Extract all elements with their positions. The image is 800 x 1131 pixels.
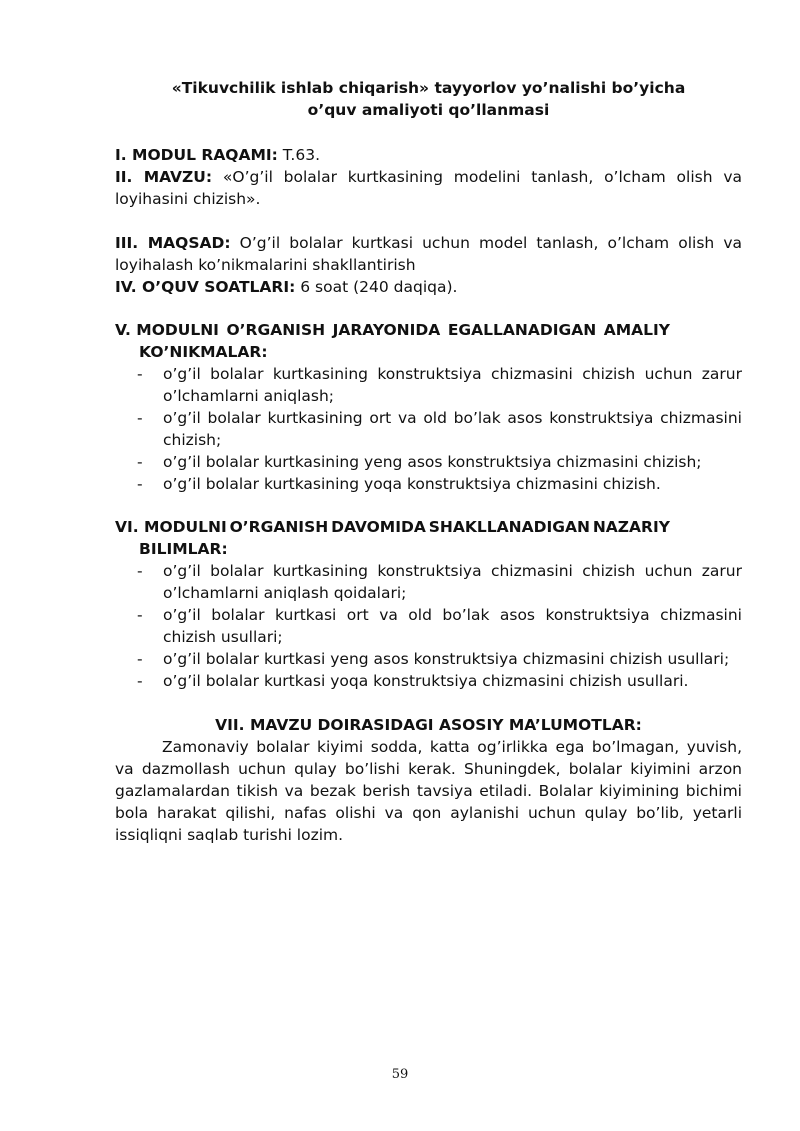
section-7-paragraph: Zamonaviy bolalar kiyimi sodda, katta og’irlikka ega bo’lmagan, yuvish, va dazmollash uchun qulay bo’lishi kerak. Shuningdek, bolalar kiyimini arzon gazlamalardan tikish va bezak berish tavsiya etiladi. Bolalar kiyimining bichimi bola harakat qilishi, nafas olishi va qon aylanishi uchun qulay bo’lib, yetarli issiqliqni saqlab turishi lozim. xyxy=(115,738,742,844)
title-line-2: o’quv amaliyoti qo’llanmasi xyxy=(307,101,550,119)
section-6 xyxy=(115,516,742,692)
list-item: - o’g’il bolalar kurtkasining konstruktsiya chizmasini chizish uchun zarur o’lchamlarni aniqlash; xyxy=(137,365,742,405)
list-item: - o’g’il bolalar kurtkasining yeng asos konstruktsiya chizmasini chizish; xyxy=(137,453,702,471)
list-item: - o’g’il bolalar kurtkasining yoqa konstruktsiya chizmasini chizish. xyxy=(137,475,661,493)
list-item: - o’g’il bolalar kurtkasi yeng asos konstruktsiya chizmasini chizish usullari; xyxy=(137,650,730,668)
s6-word-1: O’RGANISH xyxy=(229,518,329,536)
s6-word-3: SHAKLLANADIGAN xyxy=(428,518,590,536)
list-item: - o’g’il bolalar kurtkasi ort va old bo’lak asos konstruktsiya chizmasini chizish usullari; xyxy=(137,606,742,646)
section-7-heading: VII. MAVZU DOIRASIDAGI ASOSIY MA’LUMOTLAR: xyxy=(215,716,642,734)
section-6-list xyxy=(115,560,742,692)
maqsad-label: III. MAQSAD: xyxy=(115,234,231,252)
s5-word-1: O’RGANISH xyxy=(226,321,326,339)
s6-word-2: DAVOMIDA xyxy=(331,518,426,536)
maqsad xyxy=(115,232,742,276)
mavzu-value: «O’g’il bolalar kurtkasining modelini tanlash, o’lcham olish va loyihasini chizish». xyxy=(115,168,742,208)
document-title xyxy=(115,77,742,121)
list-item: - o’g’il bolalar kurtkasining ort va old bo’lak asos konstruktsiya chizmasini chizish; xyxy=(137,409,742,449)
module-info xyxy=(115,144,742,210)
modul-value: T.63. xyxy=(277,146,321,164)
s5-word-3: EGALLANADIGAN xyxy=(447,321,597,339)
section-5-list xyxy=(115,363,742,495)
oquv-soatlari xyxy=(115,276,742,298)
modul-label: I. MODUL RAQAMI: xyxy=(115,146,278,164)
maqsad-value: O’g’il bolalar kurtkasi uchun model tanlash, o’lcham olish va loyihalash ko’nikmalarini shakllantirish xyxy=(115,234,743,274)
section-6-heading xyxy=(115,516,742,560)
s6-word-4: NAZARIY xyxy=(592,518,670,536)
s6-word-0: VI. MODULNI xyxy=(115,518,227,536)
section-5 xyxy=(115,319,742,495)
soatlar-value: 6 soat (240 daqiqa). xyxy=(295,278,458,296)
modul-raqami xyxy=(115,144,742,166)
s5-word-2: JARAYONIDA xyxy=(332,321,441,339)
mavzu xyxy=(115,166,742,210)
maqsad-block xyxy=(115,232,742,298)
soatlar-label: IV. O’QUV SOATLARI: xyxy=(115,278,296,296)
title-line-1: «Tikuvchilik ishlab chiqarish» tayyorlov yo’nalishi bo’yicha xyxy=(171,79,686,97)
mavzu-label: II. MAVZU: xyxy=(115,168,213,186)
section-5-heading xyxy=(115,319,742,363)
s6-heading-line2: BILIMLAR: xyxy=(139,540,228,558)
page-number: 59 xyxy=(391,1067,409,1082)
s5-word-0: V. MODULNI xyxy=(115,321,219,339)
list-item: - o’g’il bolalar kurtkasi yoqa konstruktsiya chizmasini chizish usullari. xyxy=(137,672,689,690)
s5-heading-line2: KO’NIKMALAR: xyxy=(139,343,268,361)
list-item: - o’g’il bolalar kurtkasining konstruktsiya chizmasini chizish uchun zarur o’lchamlarni aniqlash qoidalari; xyxy=(137,562,742,602)
s5-word-4: AMALIY xyxy=(603,321,670,339)
section-7 xyxy=(115,714,742,846)
